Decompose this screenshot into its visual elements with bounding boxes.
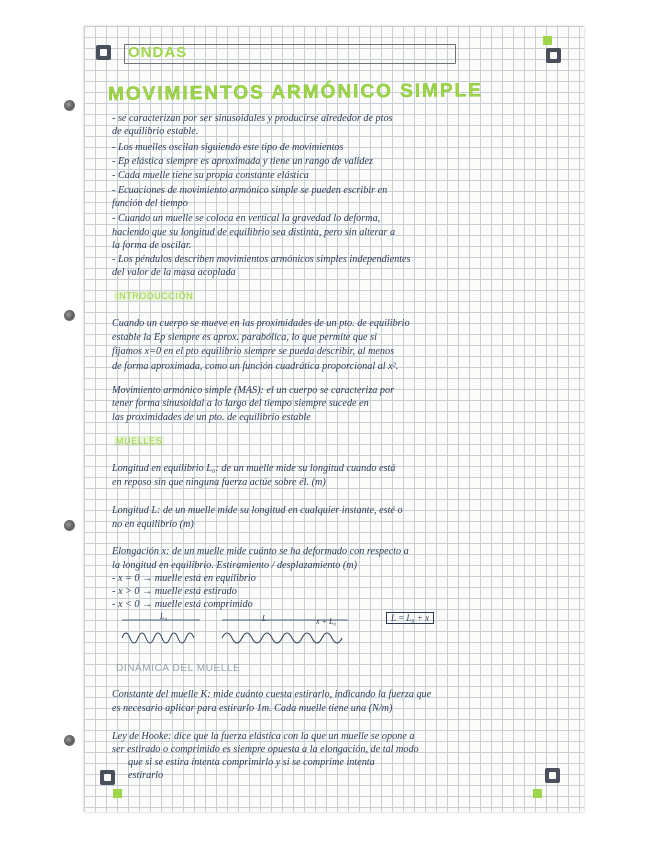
intro-paragraph-line: Cuando un cuerpo se mueve en las proximidades de un pto. de equilibrio [112, 318, 410, 329]
corner-mark [533, 789, 542, 798]
corner-mark [113, 789, 122, 798]
page-title: MOVIMIENTOS ARMÓNICO SIMPLE [107, 80, 484, 105]
bullet-line: de equilibrio estable. [112, 126, 199, 137]
label-l0: L₀ [160, 612, 168, 621]
bullet-line: - Cada muelle tiene su propia constante elástica [112, 170, 309, 181]
label-x: x + L₀ [316, 617, 337, 626]
hooke-line: ser estirado o comprimido es siempre opuesta a la elongación, de tal modo [112, 744, 419, 755]
definition-l0-line: Longitud en equilibrio L₀: de un muelle mide su longitud cuando está [112, 463, 396, 474]
bullet-line: haciendo que su longitud de equilibrio sea distinta, pero sin alterar a [112, 227, 396, 238]
definition-k-line: es necesario aplicar para estirarlo 1m. Cada muelle tiene una (N/m) [112, 703, 393, 714]
intro-paragraph-line: fijamos x=0 en el pto equilibrio siempre se pueda describir, al menos [112, 346, 395, 357]
hooke-line: que si se estira intenta comprimirlo y si se comprime intenta [128, 757, 375, 768]
binder-hole [64, 735, 75, 746]
spring-rest-icon [122, 633, 194, 643]
corner-logo-icon [546, 48, 561, 63]
label-l: L [262, 614, 267, 623]
corner-logo-icon [100, 770, 115, 785]
definition-x-line: la longitud en equilibrio. Estiramiento / desplazamiento (m) [112, 560, 358, 571]
definition-k-line: Constante del muelle K: mide cuánto cuesta estirarlo, indicando la fuerza que [112, 689, 432, 700]
definition-x-line: - x = 0 → muelle está en equilibrio [112, 573, 256, 584]
definition-l0-line: en reposo sin que ninguna fuerza actúe sobre él. (m) [112, 477, 326, 488]
bullet-line: - Los muelles oscilan siguiendo este tipo de movimientos [112, 142, 344, 153]
bullet-line: - Ep elástica siempre es aproximada y tiene un rango de validez [112, 156, 373, 167]
spring-diagram [118, 608, 358, 650]
corner-logo-icon [96, 45, 111, 60]
spring-stretched-icon [222, 633, 342, 643]
mas-paragraph-line: tener forma sinusoidal a lo largo del tiempo siempre sucede en [112, 398, 369, 409]
definition-l-line: Longitud L: de un muelle mide su longitud en cualquier instante, esté o [112, 505, 403, 516]
subject-title: ONDAS [128, 44, 188, 61]
bullet-line: función del tiempo [112, 198, 188, 209]
bullet-line: - Cuando un muelle se coloca en vertical la gravedad lo deforma, [112, 213, 381, 224]
hooke-line: Ley de Hooke: dice que la fuerza elástica con la que un muelle se opone a [112, 731, 415, 742]
definition-l-line: no en equilibrio (m) [112, 519, 194, 530]
binder-hole [64, 520, 75, 531]
section-heading-dinamica: DINÁMICA DEL MUELLE [116, 663, 241, 674]
intro-paragraph-line: estable la Ep siempre es aprox. parabólica, lo que permite que si [112, 332, 377, 343]
bullet-line: la forma de oscilar. [112, 240, 192, 251]
section-heading-intro: INTRODUCCIÓN [116, 291, 194, 301]
binder-hole [64, 100, 75, 111]
bullet-line: - Los péndulos describen movimientos armónicos simples independientes [112, 254, 411, 265]
corner-mark [543, 36, 552, 45]
definition-x-line: - x > 0 → muelle está estirado [112, 586, 237, 597]
mas-paragraph-line: Movimiento armónico simple (MAS): el un cuerpo se caracteriza por [112, 385, 395, 396]
section-heading-muelles: MUELLES [116, 436, 163, 446]
bullet-line: - se caracterizan por ser sinusoidales y producirse alrededor de ptos [112, 113, 393, 124]
bullet-line: del valor de la masa acoplada [112, 267, 236, 278]
intro-paragraph-line: de forma aproximada, como un función cuadrática proporcional al x². [112, 361, 399, 372]
mas-paragraph-line: las proximidades de un pto. de equilibrio estable [112, 412, 311, 423]
definition-x-line: Elongación x: de un muelle mide cuánto se ha deformado con respecto a [112, 546, 409, 557]
definition-x-line: - x < 0 → muelle está comprimido [112, 599, 253, 610]
hooke-line: estirarlo [128, 770, 164, 781]
binder-hole [64, 310, 75, 321]
bullet-line: - Ecuaciones de movimiento armónico simple se pueden escribir en [112, 185, 388, 196]
formula-box: L = L₀ + x [386, 612, 434, 624]
